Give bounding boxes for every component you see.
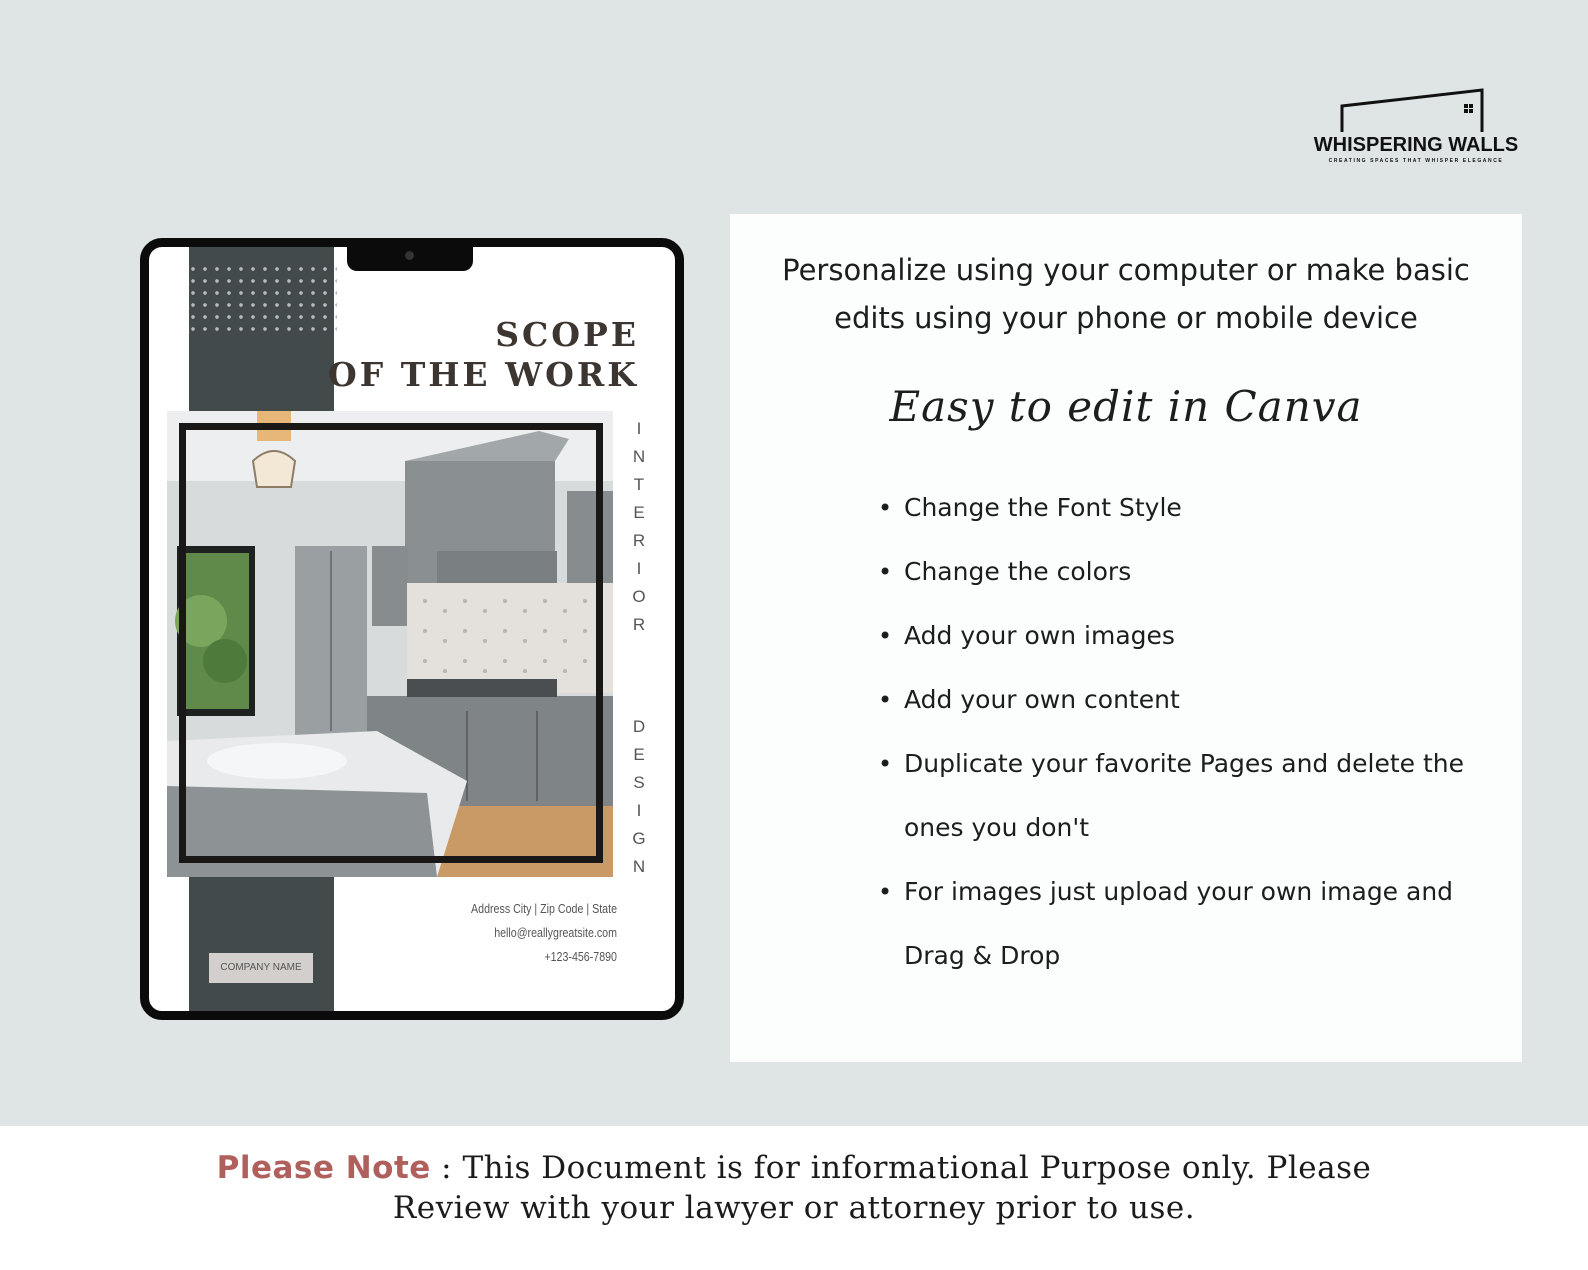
document-contact-info [471, 897, 617, 969]
vertical-letter: N [632, 857, 646, 876]
camera-icon [405, 251, 414, 260]
kitchen-photo [167, 411, 613, 877]
photo-frame [179, 423, 603, 863]
document-phone: +123-456-7890 [544, 949, 617, 964]
tablet-mockup [140, 238, 684, 1020]
footer-note-line1 [0, 1148, 1588, 1188]
logo-tagline: CREATING SPACES THAT WHISPER ELEGANCE [1328, 158, 1504, 164]
card-intro-line1: Personalize using your computer or make basic [782, 253, 1470, 287]
dot-pattern [187, 263, 337, 337]
footer [0, 1126, 1588, 1270]
card-script-heading: Easy to edit in Canva [889, 382, 1363, 431]
vertical-letter: D [632, 717, 646, 736]
vertical-word-design [627, 713, 651, 881]
info-card [730, 214, 1522, 1062]
document-email: hello@reallygreatsite.com [494, 925, 617, 940]
feature-item: • Change the Font Style [878, 476, 1478, 540]
document-title-line1: SCOPE [495, 315, 639, 354]
vertical-letter: R [632, 615, 646, 634]
vertical-letter: G [632, 829, 646, 848]
logo-name: WHISPERING WALLS [1313, 134, 1519, 156]
feature-list [878, 476, 1478, 988]
footer-note [0, 1148, 1588, 1228]
vertical-letter: I [636, 801, 642, 820]
document-address: Address City | Zip Code | State [471, 901, 617, 916]
card-intro-line2: edits using your phone or mobile device [834, 301, 1418, 335]
vertical-letter: S [633, 773, 645, 792]
dark-band-bottom [189, 877, 334, 1020]
vertical-letter: N [632, 447, 646, 466]
brand-logo [1300, 88, 1532, 172]
vertical-letter: I [636, 559, 642, 578]
card-intro [730, 246, 1522, 342]
feature-item: • Change the colors [878, 540, 1478, 604]
vertical-letter: E [633, 745, 645, 764]
document-title [328, 315, 639, 395]
note-label: Please Note [216, 1150, 431, 1186]
feature-item: • For images just upload your own image and Drag & Drop [878, 860, 1478, 988]
vertical-letter: I [636, 419, 642, 438]
feature-item: • Add your own content [878, 668, 1478, 732]
vertical-letter: T [633, 475, 645, 494]
vertical-letter: O [632, 587, 646, 606]
document-title-line2: OF THE WORK [328, 355, 639, 394]
feature-item: • Add your own images [878, 604, 1478, 668]
house-outline-icon [1340, 88, 1490, 132]
vertical-letter: E [633, 503, 645, 522]
vertical-letter: R [632, 531, 646, 550]
note-text: : This Document is for informational Purpose only. Please [430, 1150, 1372, 1186]
company-name-badge: COMPANY NAME [209, 953, 313, 983]
feature-item: • Duplicate your favorite Pages and delete the ones you don't [878, 732, 1478, 860]
vertical-word-interior [627, 415, 651, 639]
tablet-notch [347, 245, 473, 271]
footer-note-line2: Review with your lawyer or attorney prior to use. [392, 1190, 1196, 1226]
